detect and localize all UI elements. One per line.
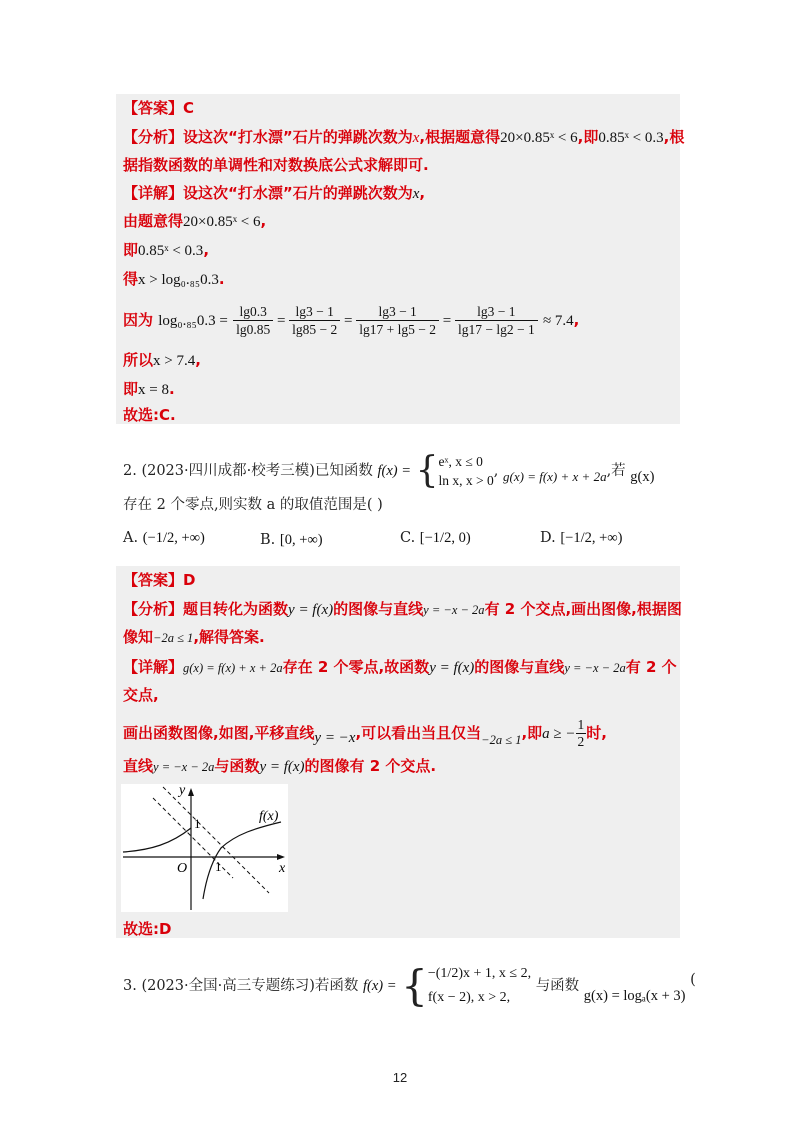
detail-step-2: 即0.85ˣ < 0.3, <box>123 241 210 259</box>
graph-svg <box>121 784 288 912</box>
detail-step-q2-2: 直线y = −x − 2a与函数y = f(x)的图像有 2 个交点. <box>123 757 437 775</box>
piecewise-brace: { <box>415 450 439 491</box>
x-one-label: 1 <box>215 859 222 874</box>
fraction-2: $\frac{\lg 3 - 1}{\lg 85 - 2}$ <box>289 303 340 338</box>
detail-line: 【详解】设这次“打水漂”石片的弹跳次数为x, <box>123 184 426 202</box>
detail-step-6: 即x = 8. <box>123 380 175 398</box>
question-3-stem: 3. (2023·全国·高三专题练习)若函数 f(x) = { −(1/2)x + 1, x ≤ 2, f(x − 2), x > 2, 与函数 g(x) = logₐ(x + 3) ( <box>123 961 696 1010</box>
piecewise-cases-3: −(1/2)x + 1, x ≤ 2, f(x − 2), x > 2, <box>427 966 532 1005</box>
y-axis-arrow <box>188 788 194 796</box>
function-graph <box>121 784 288 912</box>
dashed-line-2 <box>163 787 269 893</box>
y-axis-label: y <box>179 784 186 798</box>
question-2-stem: 2. (2023·四川成都·校考三模)已知函数 f(x) = { eˣ, x ≤ 0 ln x, x > 0 , g(x) = f(x) + x + 2a,若 g(x) <box>123 450 655 491</box>
option-c[interactable]: C. [−1/2, 0) <box>400 530 471 546</box>
analysis-line-2: 据指数函数的单调性和对数换底公式求解即可. <box>123 156 429 174</box>
piecewise-cases: eˣ, x ≤ 0 ln x, x > 0 <box>438 454 494 488</box>
fraction-4: $\frac{\lg 3 - 1}{\lg 17 - \lg 2 - 1}$ <box>455 303 538 338</box>
origin-label: O <box>177 861 188 876</box>
option-b[interactable]: B. [0, +∞) <box>260 532 323 548</box>
piecewise-brace-3: { <box>401 961 428 1010</box>
y-one-label: 1 <box>194 816 201 831</box>
option-a[interactable]: A. (−1/2, +∞) <box>123 530 205 546</box>
detail-step-3: 得x > log₀.₈₅0.3. <box>123 270 225 288</box>
analysis-line: 【分析】设这次“打水漂”石片的弹跳次数为x,根据题意得20×0.85ˣ < 6,即0.85ˣ < 0.3,根 <box>123 128 685 146</box>
detail-step-1: 由题意得20×0.85ˣ < 6, <box>123 212 267 230</box>
analysis-line-q2: 【分析】题目转化为函数y = f(x)的图像与直线y = −x − 2a有 2 个交点,画出图像,根据图 <box>123 600 682 618</box>
x-axis-label: x <box>279 861 286 876</box>
fx-label: f(x) <box>259 809 279 824</box>
detail-line-q2-2: 交点, <box>123 686 159 704</box>
fraction-half: $\frac{1}{2}$ <box>577 717 585 749</box>
detail-step-4: 因为 log₀.₈₅0.3 = $\frac{\lg 0.3}{\lg 0.85}$ = $\frac{\lg 3 - 1}{\lg 85 - 2}$ = $\frac{\lg 3 - 1}{\lg 17 + \lg 5 - 2}$ = $\frac{\lg 3 - 1}{\lg 17 - \lg 2 - 1}$ ≈ 7.4, <box>123 304 580 337</box>
detail-step-q2-1: 画出函数图像,如图,平移直线y = −x,可以看出当且仅当$_{-2a \le 1}$,即a ≥ − $\frac{1}{2}$ 时, <box>123 717 607 749</box>
detail-line-q2: 【详解】g(x) = f(x) + x + 2a存在 2 个零点,故函数y = f(x)的图像与直线y = −x − 2a有 2 个 <box>123 658 677 676</box>
choice-line-1: 故选:C. <box>123 406 176 424</box>
exp-curve <box>123 828 191 852</box>
x-axis-arrow <box>277 854 285 860</box>
question-2-line-2: 存在 2 个零点,则实数 a 的取值范围是( ) <box>123 497 383 513</box>
answer-line: 【答案】C <box>123 99 195 117</box>
fraction-1: $\frac{\lg 0.3}{\lg 0.85}$ <box>233 303 273 338</box>
analysis-line-q2-2: 像知−2a ≤ 1,解得答案. <box>123 628 265 646</box>
option-d[interactable]: D. [−1/2, +∞) <box>540 530 623 546</box>
detail-step-5: 所以x > 7.4, <box>123 351 201 369</box>
fraction-3: $\frac{\lg 3 - 1}{\lg 17 + \lg 5 - 2}$ <box>356 303 439 338</box>
choice-line-2: 故选:D <box>123 920 172 938</box>
page-number: 12 <box>392 1070 408 1085</box>
answer-line-2: 【答案】D <box>123 571 196 589</box>
